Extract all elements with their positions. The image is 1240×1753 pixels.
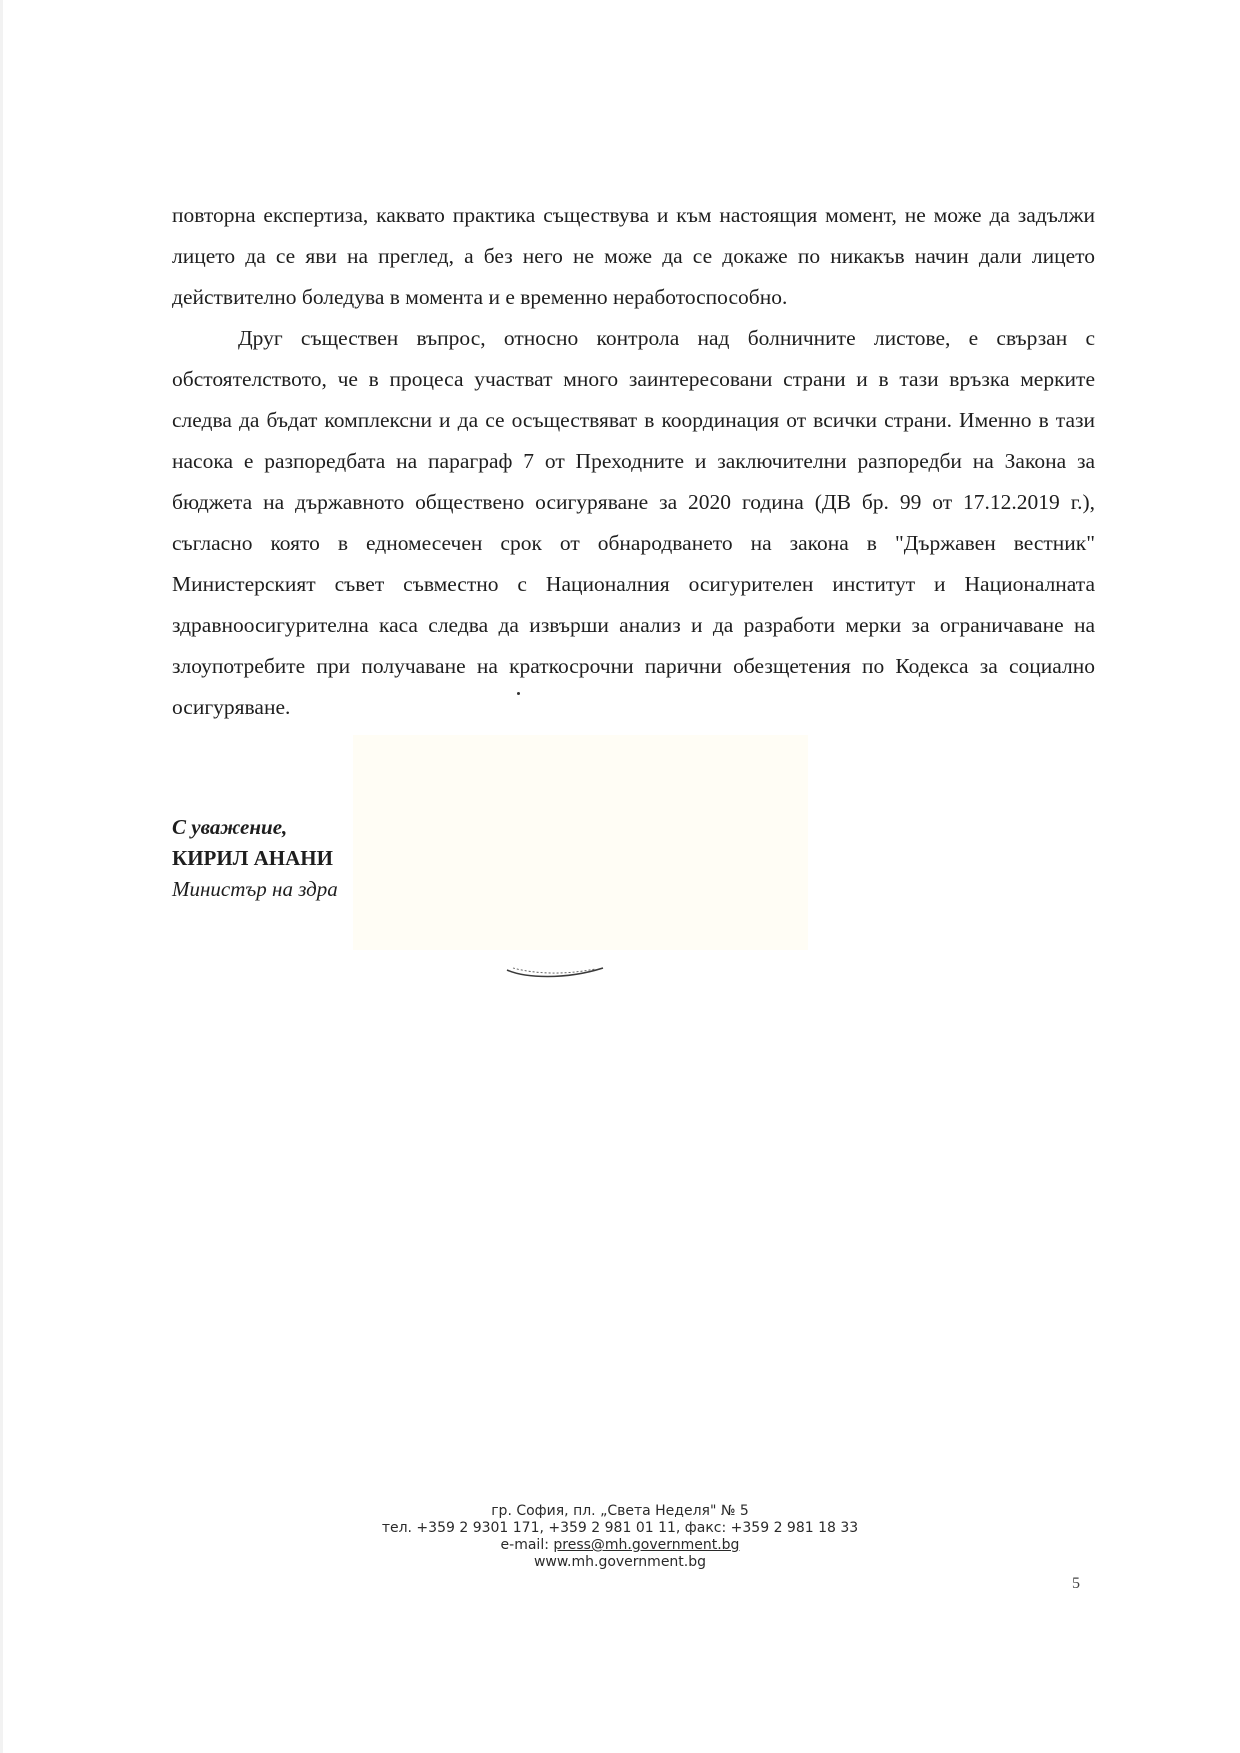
footer-email-link[interactable]: press@mh.government.bg (553, 1537, 740, 1553)
footer-email-label: e-mail: (500, 1537, 554, 1553)
letter-body (172, 195, 1095, 728)
page-number: 5 (1072, 1575, 1080, 1592)
paragraph-continued: повторна експертиза, каквато практика съществува и към настоящия момент, не може да задължи лицето да се яви на преглед, а без него не може да се докаже по никакъв начин дали лицето действително боледува в момента и е временно неработоспособно. (172, 203, 1095, 309)
closing-salutation: С уважение, (172, 815, 288, 839)
footer-address: гр. София, пл. „Света Неделя" № 5 (491, 1503, 749, 1519)
footer-email-line (300, 1537, 940, 1554)
signatory-name: КИРИЛ АНАНИ (172, 846, 333, 870)
letterhead-footer (300, 1503, 940, 1571)
footer-phones: тел. +359 2 9301 171, +359 2 981 01 11, факс: +359 2 981 18 33 (381, 1520, 859, 1536)
footer-website[interactable]: www.mh.government.bg (533, 1554, 707, 1570)
signature-block (172, 812, 338, 905)
scan-speck (517, 692, 520, 695)
redacted-signature-area (353, 735, 808, 950)
signatory-position: Министър на здра (172, 877, 338, 901)
paragraph-control-measures: Друг съществен въпрос, относно контрола над болничните листове, е свързан с обстоятелството, че в процеса участват много заинтересовани страни и в тази връзка мерките следва да бъдат комплексни и да се осъществяват в координация от всички страни. Именно в тази насока е разпоредбата на параграф 7 от Преходните и заключителни разпоредби на Закона за бюджета на държавното обществено осигуряване за 2020 година (ДВ бр. 99 от 17.12.2019 г.), съгласно която в едномесечен срок от обнародването на закона в "Държавен вестник" Министерският съвет съвместно с Националния осигурителен институт и Националната здравноосигурителна каса следва да извърши анализ и да разработи мерки за ограничаване на злоупотребите при получаване на краткосрочни парични обезщетения по Кодекса за социално осигуряване. (172, 326, 1095, 719)
signature-stroke (505, 962, 605, 982)
